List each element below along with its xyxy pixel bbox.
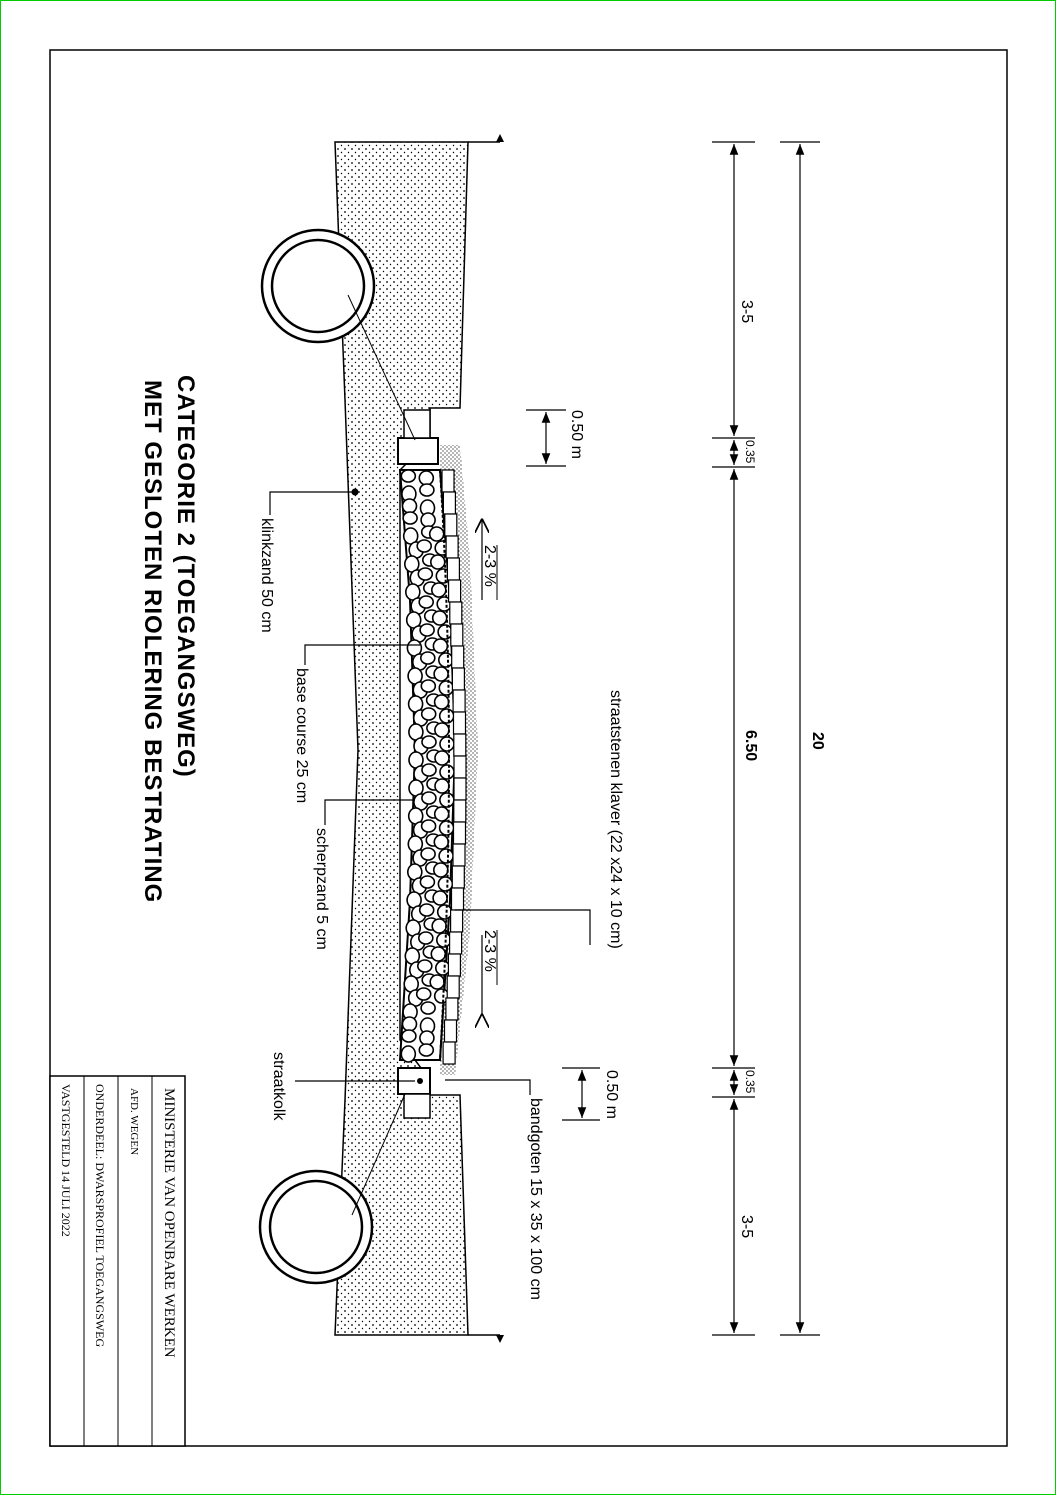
stone [401,1046,415,1062]
gutter-width-top: 0.35 [743,440,757,464]
title-block-subject: ONDERDEEL: DWARSPROFIEL TOEGANGSWEG [93,1084,107,1348]
stone [440,709,454,723]
stone [434,835,448,849]
stone [421,680,435,692]
stone [419,596,433,608]
paving-block [452,668,464,690]
gutter-bottom-stones [404,1094,430,1118]
straatkolk-label: straatkolk [270,1052,287,1121]
gutter-width-bottom: 0.35 [743,1070,757,1094]
stone [431,947,445,961]
stone [440,793,454,807]
paving-block [445,514,457,536]
paving-block [454,712,466,734]
gutter-top [398,438,438,464]
stone [438,905,452,919]
paving-block [446,536,458,558]
stone [434,863,448,877]
sewer-pipe-bottom [260,1171,372,1283]
stone [403,499,417,513]
paving-block [450,932,462,954]
stone [432,919,446,933]
stone [417,540,431,552]
paving-block [452,888,464,910]
stone [439,849,453,863]
stone [422,820,436,832]
stone [403,1017,417,1031]
total-width: 20 [809,732,826,750]
stone [420,624,434,636]
stone [430,527,444,541]
berm-width-bottom: 3-5 [738,1215,755,1239]
stone [420,904,434,916]
paving-block [454,734,466,756]
paving-block [446,998,458,1020]
scherpzand-label: scherpzand 5 cm [313,828,330,950]
stone [435,723,449,737]
stone [433,611,447,625]
stone [422,736,436,748]
stone [420,484,434,496]
stone [422,708,436,720]
slope-label-top: 2-3 % [481,545,498,587]
stone [432,583,446,597]
stone [421,1002,435,1014]
stone [401,470,415,482]
berm-width-top: 3-5 [738,300,755,324]
paving-block [451,624,463,646]
stone [418,568,432,580]
drawing-title-line1: CATEGORIE 2 (TOEGANGSWEG) [172,375,199,778]
paving-block [450,602,462,624]
stone [433,639,447,653]
stone [421,652,435,664]
bandgoten-label: bandgoten 15 x 35 x 100 cm [527,1098,544,1300]
stone [419,471,433,485]
base-course-label: base course 25 cm [293,668,310,804]
paving-block [449,580,461,602]
stone [440,737,454,751]
stone [418,960,432,972]
straatstenen-label: straatstenen klaver (22 x24 x 10 cm) [607,690,624,949]
depth-dimension-top [526,410,566,466]
paving-block [452,646,464,668]
stone [439,653,453,667]
stone [420,876,434,888]
stone [419,1044,433,1056]
stone [435,695,449,709]
depth-label-top: 0.50 m [568,410,585,459]
depth-dimension-bottom [562,1068,600,1120]
stone [434,667,448,681]
stone [435,751,449,765]
paving-block [452,866,464,888]
stone [422,792,436,804]
paving-block [451,910,463,932]
stone [439,681,453,695]
paving-block [453,690,465,712]
stone [435,807,449,821]
title-block-department: AFD. WEGEN [128,1088,140,1156]
drawing-title-line2: MET GESLOTEN RIOLERING BESTRATING [139,380,166,904]
paving-block [443,492,455,514]
stone [419,932,433,944]
stone [420,1031,434,1045]
klinkzand-marker [352,489,359,496]
stone [438,625,452,639]
surface-end-bottom-marker [496,1335,504,1343]
paving-block [454,778,466,800]
stone [433,891,447,905]
straatkolk-marker [417,1078,423,1084]
stone [438,877,452,891]
stone [402,1030,416,1042]
paving-block [447,558,459,580]
paving-block [454,800,466,822]
paving-block [454,822,466,844]
paving-block [453,844,465,866]
paving-block [443,1042,455,1064]
paving-block [454,756,466,778]
paving-block [442,470,454,492]
paving-block [447,976,459,998]
stone [417,988,431,1000]
stone [421,848,435,860]
carriageway-width: 6.50 [742,730,759,762]
surface-end-top-marker [496,134,504,142]
stone [436,961,450,975]
stone [435,779,449,793]
paving-block [448,954,460,976]
paving-block [445,1020,457,1042]
stone [430,975,444,989]
stone [440,821,454,835]
stone [422,764,436,776]
stone [437,933,451,947]
klinkzand-label: klinkzand 50 cm [258,518,275,633]
title-block-ministry: MINISTERIE VAN OPENBARE WERKEN [161,1088,177,1358]
stone [431,555,445,569]
stone [421,513,435,527]
title-block-date: VASTGESTELD 14 JULI 2022 [59,1084,73,1237]
slope-label-bottom: 2-3 % [481,930,498,972]
depth-label-bottom: 0.50 m [603,1070,620,1119]
stone [440,765,454,779]
stone [403,512,417,524]
sewer-pipe-top [262,230,374,342]
